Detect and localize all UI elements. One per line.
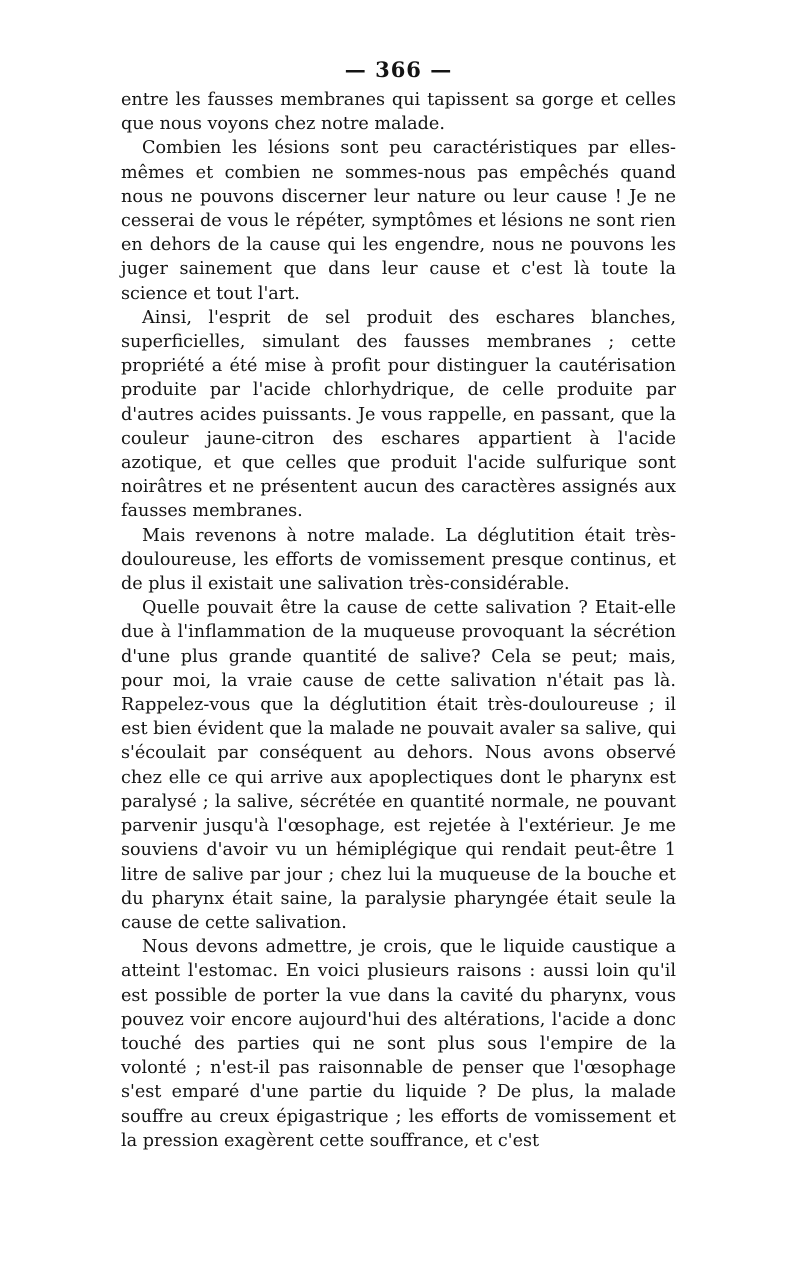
paragraph-continuation: entre les fausses membranes qui tapissent sa gorge et celles que nous voyons chez notre malade.: [121, 90, 676, 135]
paragraph-estomac: Nous devons admettre, je crois, que le liquide caustique a atteint l'estomac. En voici plusieurs raisons : aussi loin qu'il est possible de porter la vue dans la cavité du pharynx, vous pouvez voir encore aujourd'hui des altérations, l'acide a donc touché des parties qui ne sont plus sous l'empire de la volonté ; n'est-il pas raisonnable de penser que l'œsophage s'est emparé d'une partie du liquide ? De plus, la malade souffre au creux épigastrique ; les efforts de vomissement et la pression exagèrent cette souffrance, et c'est: [121, 937, 676, 1151]
book-page: [121, 58, 676, 1153]
paragraph-deglutition: Mais revenons à notre malade. La déglutition était très-douloureuse, les efforts de vomissement presque continus, et de plus il existait une salivation très-considérable.: [121, 525, 676, 595]
paragraph-esprit-de-sel: Ainsi, l'esprit de sel produit des eschares blanches, superficielles, simulant des fausses membranes ; cette propriété a été mise à profit pour distinguer la cautérisation produite par l'acide chlorhydrique, de celle produite par d'autres acides puissants. Je vous rappelle, en passant, que la couleur jaune-citron des eschares appartient à l'acide azotique, et que celles que produit l'acide sulfurique sont noirâtres et ne présentent aucun des caractères assignés aux fausses membranes.: [121, 307, 676, 522]
page-number: — 366 —: [344, 57, 453, 82]
paragraph-salivation: Quelle pouvait être la cause de cette salivation ? Etait-elle due à l'inflammation de la muqueuse provoquant la sécrétion d'une plus grande quantité de salive? Cela se peut; mais, pour moi, la vraie cause de cette salivation n'était pas là. Rappelez-vous que la déglutition était très-douloureuse ; il est bien évident que la malade ne pouvait avaler sa salive, qui s'écoulait par conséquent au dehors. Nous avons observé chez elle ce qui arrive aux apoplectiques dont le pharynx est paralysé ; la salive, sécrétée en quantité normale, ne pouvant parvenir jusqu'à l'œsophage, est rejetée à l'extérieur. Je me souviens d'avoir vu un hémiplégique qui rendait peut-être 1 litre de salive par jour ; chez lui la muqueuse de la bouche et du pharynx était saine, la paralysie pharyngée était seule la cause de cette salivation.: [121, 598, 676, 933]
paragraph-lesions: Combien les lésions sont peu caractéristiques par elles-mêmes et combien ne sommes-nous pas empêchés quand nous ne pouvons discerner leur nature ou leur cause ! Je ne cesserai de vous le répéter, symptômes et lésions ne sont rien en dehors de la cause qui les engendre, nous ne pouvons les juger sainement que dans leur cause et c'est là toute la science et tout l'art.: [121, 138, 676, 304]
